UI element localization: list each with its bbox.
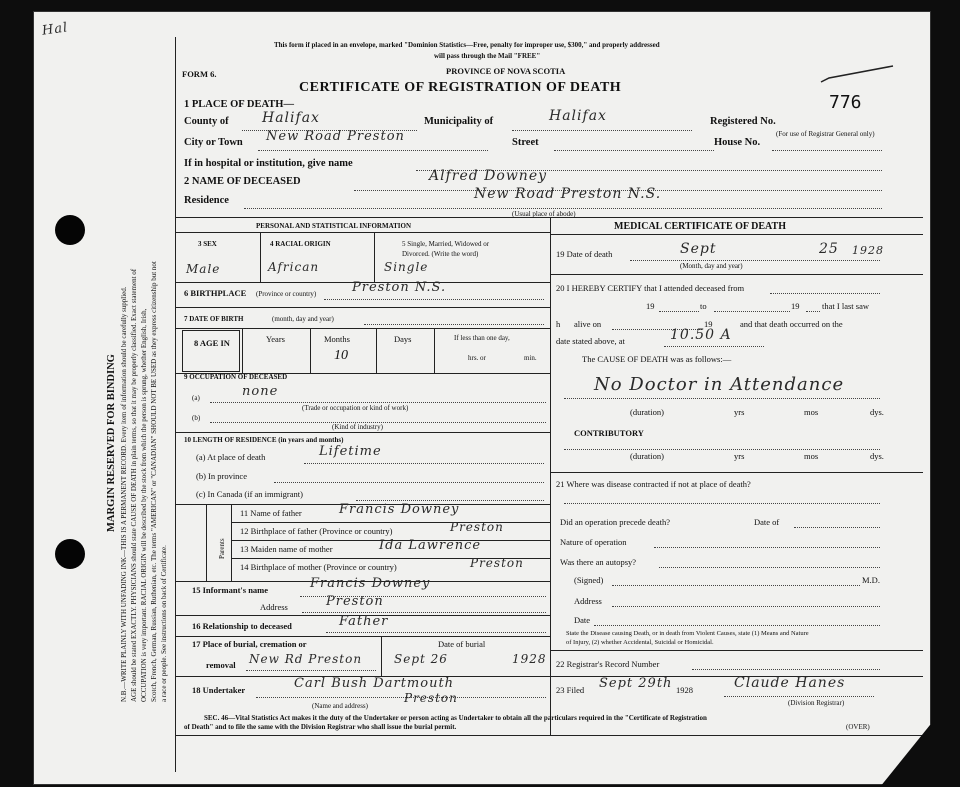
personal-heading: PERSONAL AND STATISTICAL INFORMATION: [256, 222, 412, 230]
days-label: Days: [394, 334, 412, 344]
birthplace-value: Preston N.S.: [352, 280, 447, 295]
binding-hole-top: [55, 215, 85, 245]
filed-date-value: Sept 29th: [599, 676, 673, 691]
form-number: FORM 6.: [182, 69, 217, 79]
instruction-line-1: N.B.—WRITE PLAINLY WITH UNFADING INK—THIS IS A PERMANENT RECORD. Every item of information should be carefully supplied.: [120, 286, 128, 702]
marital-label-2: Divorced. (Write the word): [402, 250, 479, 258]
contracted-label: 21 Where was disease contracted if not at place of death?: [556, 479, 751, 489]
municipality-label: Municipality of: [424, 116, 494, 127]
mother-name-value: Ida Lawrence: [379, 538, 482, 553]
sec46-line-1: SEC. 46—Vital Statistics Act makes it the duty of the Undertaker or person acting as Undertaker to obtain all the particulars required in the "Certificate of Registration: [204, 714, 707, 722]
certify-label: 20 I HEREBY CERTIFY that I attended deceased from: [556, 283, 745, 293]
yrs-label-2: yrs: [734, 451, 745, 461]
alive-year: 19: [704, 319, 713, 329]
dys-label-2: dys.: [870, 451, 884, 461]
date-of-label: Date of: [754, 517, 780, 527]
father-name-label: 11 Name of father: [240, 508, 302, 518]
torn-corner: [880, 725, 960, 787]
mos-label-2: mos: [804, 451, 819, 461]
father-birthplace-value: Preston: [450, 520, 504, 534]
date-stated-label: date stated above, at: [556, 336, 625, 346]
mail-notice-2: will pass through the Mail "FREE": [434, 52, 541, 60]
undertaker-value-2: Preston: [404, 691, 458, 705]
death-occurred-label: and that death occurred on the: [740, 319, 843, 329]
city-label: City or Town: [184, 137, 243, 148]
duration-label-1: (duration): [630, 407, 664, 417]
signed-label: (Signed): [574, 575, 604, 585]
hrs-label: hrs. or: [468, 354, 486, 362]
grid-top-rule: [175, 217, 923, 218]
registration-number: 776: [829, 92, 862, 113]
cause-label: The CAUSE OF DEATH was as follows:—: [582, 354, 732, 364]
binding-title: MARGIN RESERVED FOR BINDING: [106, 354, 117, 532]
occupation-label: 9 OCCUPATION OF DECEASED: [184, 373, 288, 381]
occupation-a-note: (Trade or occupation or kind of work): [302, 404, 409, 412]
duration-label-2: (duration): [630, 451, 664, 461]
yrs-label-1: yrs: [734, 407, 745, 417]
age-label: 8 AGE IN: [194, 338, 230, 348]
months-value: 10: [334, 348, 348, 363]
occupation-a-value: none: [242, 384, 279, 399]
time-of-death-value: 10.50 A: [670, 327, 732, 343]
place-of-death-label: 1 PLACE OF DEATH—: [184, 99, 294, 110]
death-month-value: Sept: [680, 241, 717, 257]
city-value: New Road Preston: [266, 129, 405, 144]
registrar-note: (For use of Registrar General only): [776, 130, 875, 138]
burial-place-value: New Rd Preston: [249, 652, 363, 666]
md-label: M.D.: [862, 575, 880, 585]
residence-label: Residence: [184, 195, 229, 206]
racial-origin-value: African: [268, 260, 320, 274]
hospital-label: If in hospital or institution, give name: [184, 158, 353, 169]
burial-label-2: removal: [206, 660, 236, 670]
length-residence-label: 10 LENGTH OF RESIDENCE (in years and months): [184, 436, 344, 444]
to-year: 19: [791, 301, 800, 311]
months-label: Months: [324, 334, 350, 344]
certificate-paper: [34, 12, 930, 784]
mother-name-label: 13 Maiden name of mother: [240, 544, 333, 554]
registrar-signature: Claude Hanes: [734, 675, 846, 691]
contributory-label: CONTRIBUTORY: [574, 428, 644, 438]
burial-label-1: 17 Place of burial, cremation or: [192, 639, 307, 649]
instruction-line-5: a race or people. See instructions on back of Certificate.: [160, 545, 168, 702]
nature-operation-label: Nature of operation: [560, 537, 627, 547]
informant-value: Francis Downey: [310, 576, 431, 591]
in-canada-label: (c) In Canada (if an immigrant): [196, 489, 303, 499]
from-year: 19: [646, 301, 655, 311]
house-no-label: House No.: [714, 137, 761, 148]
mail-notice-1: This form if placed in an envelope, marked "Dominion Statistics—Free, penalty for improper use, $300," and properly addressed: [274, 41, 660, 49]
death-day-value: 25: [819, 241, 839, 257]
disease-note-1: State the Disease causing Death, or in death from Violent Causes, state (1) Means and Nature: [566, 630, 809, 637]
marital-value: Single: [384, 260, 429, 274]
registrar-record-label: 22 Registrar's Record Number: [556, 659, 660, 669]
informant-address-value: Preston: [326, 594, 384, 609]
binding-hole-bottom: [55, 539, 85, 569]
mother-birthplace-label: 14 Birthplace of mother (Province or country): [240, 562, 397, 572]
father-name-value: Francis Downey: [339, 502, 460, 517]
death-year-value: 1928: [852, 244, 884, 257]
h-label: h: [556, 319, 561, 329]
residence-note: (Usual place of abode): [512, 210, 576, 218]
dob-note: (month, day and year): [272, 315, 334, 323]
burial-year: 1928: [512, 652, 547, 666]
doctor-date-label: Date: [574, 615, 591, 625]
residence-value: New Road Preston N.S.: [474, 186, 662, 202]
occupation-a: (a): [192, 394, 200, 402]
filed-label: 23 Filed: [556, 685, 585, 695]
county-value: Halifax: [262, 110, 320, 126]
birthplace-note: (Province or country): [256, 290, 317, 298]
name-of-deceased-value: Alfred Downey: [429, 168, 548, 184]
operation-label: Did an operation precede death?: [560, 517, 670, 527]
disease-note-2: of Injury, (2) whether Accidental, Suicidal or Homicidal.: [566, 639, 714, 646]
last-saw-label: that I last saw: [822, 301, 869, 311]
at-place-label: (a) At place of death: [196, 452, 266, 462]
racial-origin-label: 4 RACIAL ORIGIN: [270, 240, 331, 248]
medical-heading: MEDICAL CERTIFICATE OF DEATH: [614, 221, 786, 232]
less-than-day-label: If less than one day,: [454, 334, 510, 342]
street-label: Street: [512, 137, 539, 148]
at-place-value: Lifetime: [319, 444, 382, 459]
province: PROVINCE OF NOVA SCOTIA: [446, 66, 566, 76]
father-birthplace-label: 12 Birthplace of father (Province or country): [240, 526, 393, 536]
in-province-label: (b) In province: [196, 471, 247, 481]
division-registrar-note: (Division Registrar): [788, 699, 845, 707]
date-of-death-note: (Month, day and year): [680, 262, 743, 270]
municipality-value: Halifax: [549, 108, 607, 124]
doctor-address-label: Address: [574, 596, 602, 606]
date-of-death-label: 19 Date of death: [556, 249, 613, 259]
occupation-b-note: (Kind of industry): [332, 423, 383, 431]
alive-on-label: alive on: [574, 319, 602, 329]
mos-label-1: mos: [804, 407, 819, 417]
dob-label: 7 DATE OF BIRTH: [184, 315, 244, 323]
instruction-line-3: OCCUPATION is very important. RACIAL ORIGIN will be described by the stock from which the person is sprung, whether English, Irish,: [140, 308, 148, 702]
corner-handwriting: Hal: [41, 20, 70, 39]
dys-label-1: dys.: [870, 407, 884, 417]
instruction-line-4: Scotch, French, German, Russian, Ruthenian, etc. The terms "AMERICAN" or "CANADIAN" SHOULD NOT BE USED as they express citizenship but not: [150, 261, 158, 702]
years-label: Years: [266, 334, 285, 344]
sex-label: 3 SEX: [198, 240, 217, 248]
undertaker-label: 18 Undertaker: [192, 685, 246, 695]
filed-year: 1928: [676, 685, 693, 695]
county-label: County of: [184, 116, 229, 127]
occupation-b: (b): [192, 414, 201, 422]
certificate-title: CERTIFICATE OF REGISTRATION OF DEATH: [299, 80, 622, 95]
to-label: to: [700, 301, 707, 311]
relationship-value: Father: [339, 614, 389, 629]
burial-date-label: Date of burial: [438, 639, 486, 649]
informant-address-label: Address: [260, 602, 288, 612]
registered-no-label: Registered No.: [710, 116, 776, 127]
grid-bottom-rule: [175, 735, 923, 736]
instruction-line-2: AGE should be stated EXACTLY. PHYSICIANS should state CAUSE OF DEATH in plain terms, so that it may be properly classified. Exact statement of: [130, 268, 138, 702]
burial-date-value: Sept 26: [394, 652, 448, 666]
name-of-deceased-label: 2 NAME OF DECEASED: [184, 176, 301, 187]
undertaker-value: Carl Bush Dartmouth: [294, 676, 455, 691]
cause-of-death-value: No Doctor in Attendance: [594, 374, 845, 395]
birthplace-label: 6 BIRTHPLACE: [184, 288, 247, 298]
grid-center-rule: [550, 217, 551, 735]
relationship-label: 16 Relationship to deceased: [192, 621, 292, 631]
sec46-line-2: of Death" and to file the same with the Division Registrar who shall issue the burial permit.: [184, 723, 457, 731]
mother-birthplace-value: Preston: [470, 556, 524, 570]
sex-value: Male: [186, 262, 221, 276]
informant-label: 15 Informant's name: [192, 585, 269, 595]
marital-label-1: 5 Single, Married, Widowed or: [402, 240, 490, 248]
check-mark-icon: [819, 64, 895, 86]
autopsy-label: Was there an autopsy?: [560, 557, 637, 567]
min-label: min.: [524, 354, 537, 362]
undertaker-note: (Name and address): [312, 702, 368, 710]
margin-rule: [175, 37, 176, 772]
over-label: (OVER): [846, 723, 870, 731]
parents-label: Parents: [218, 538, 226, 559]
